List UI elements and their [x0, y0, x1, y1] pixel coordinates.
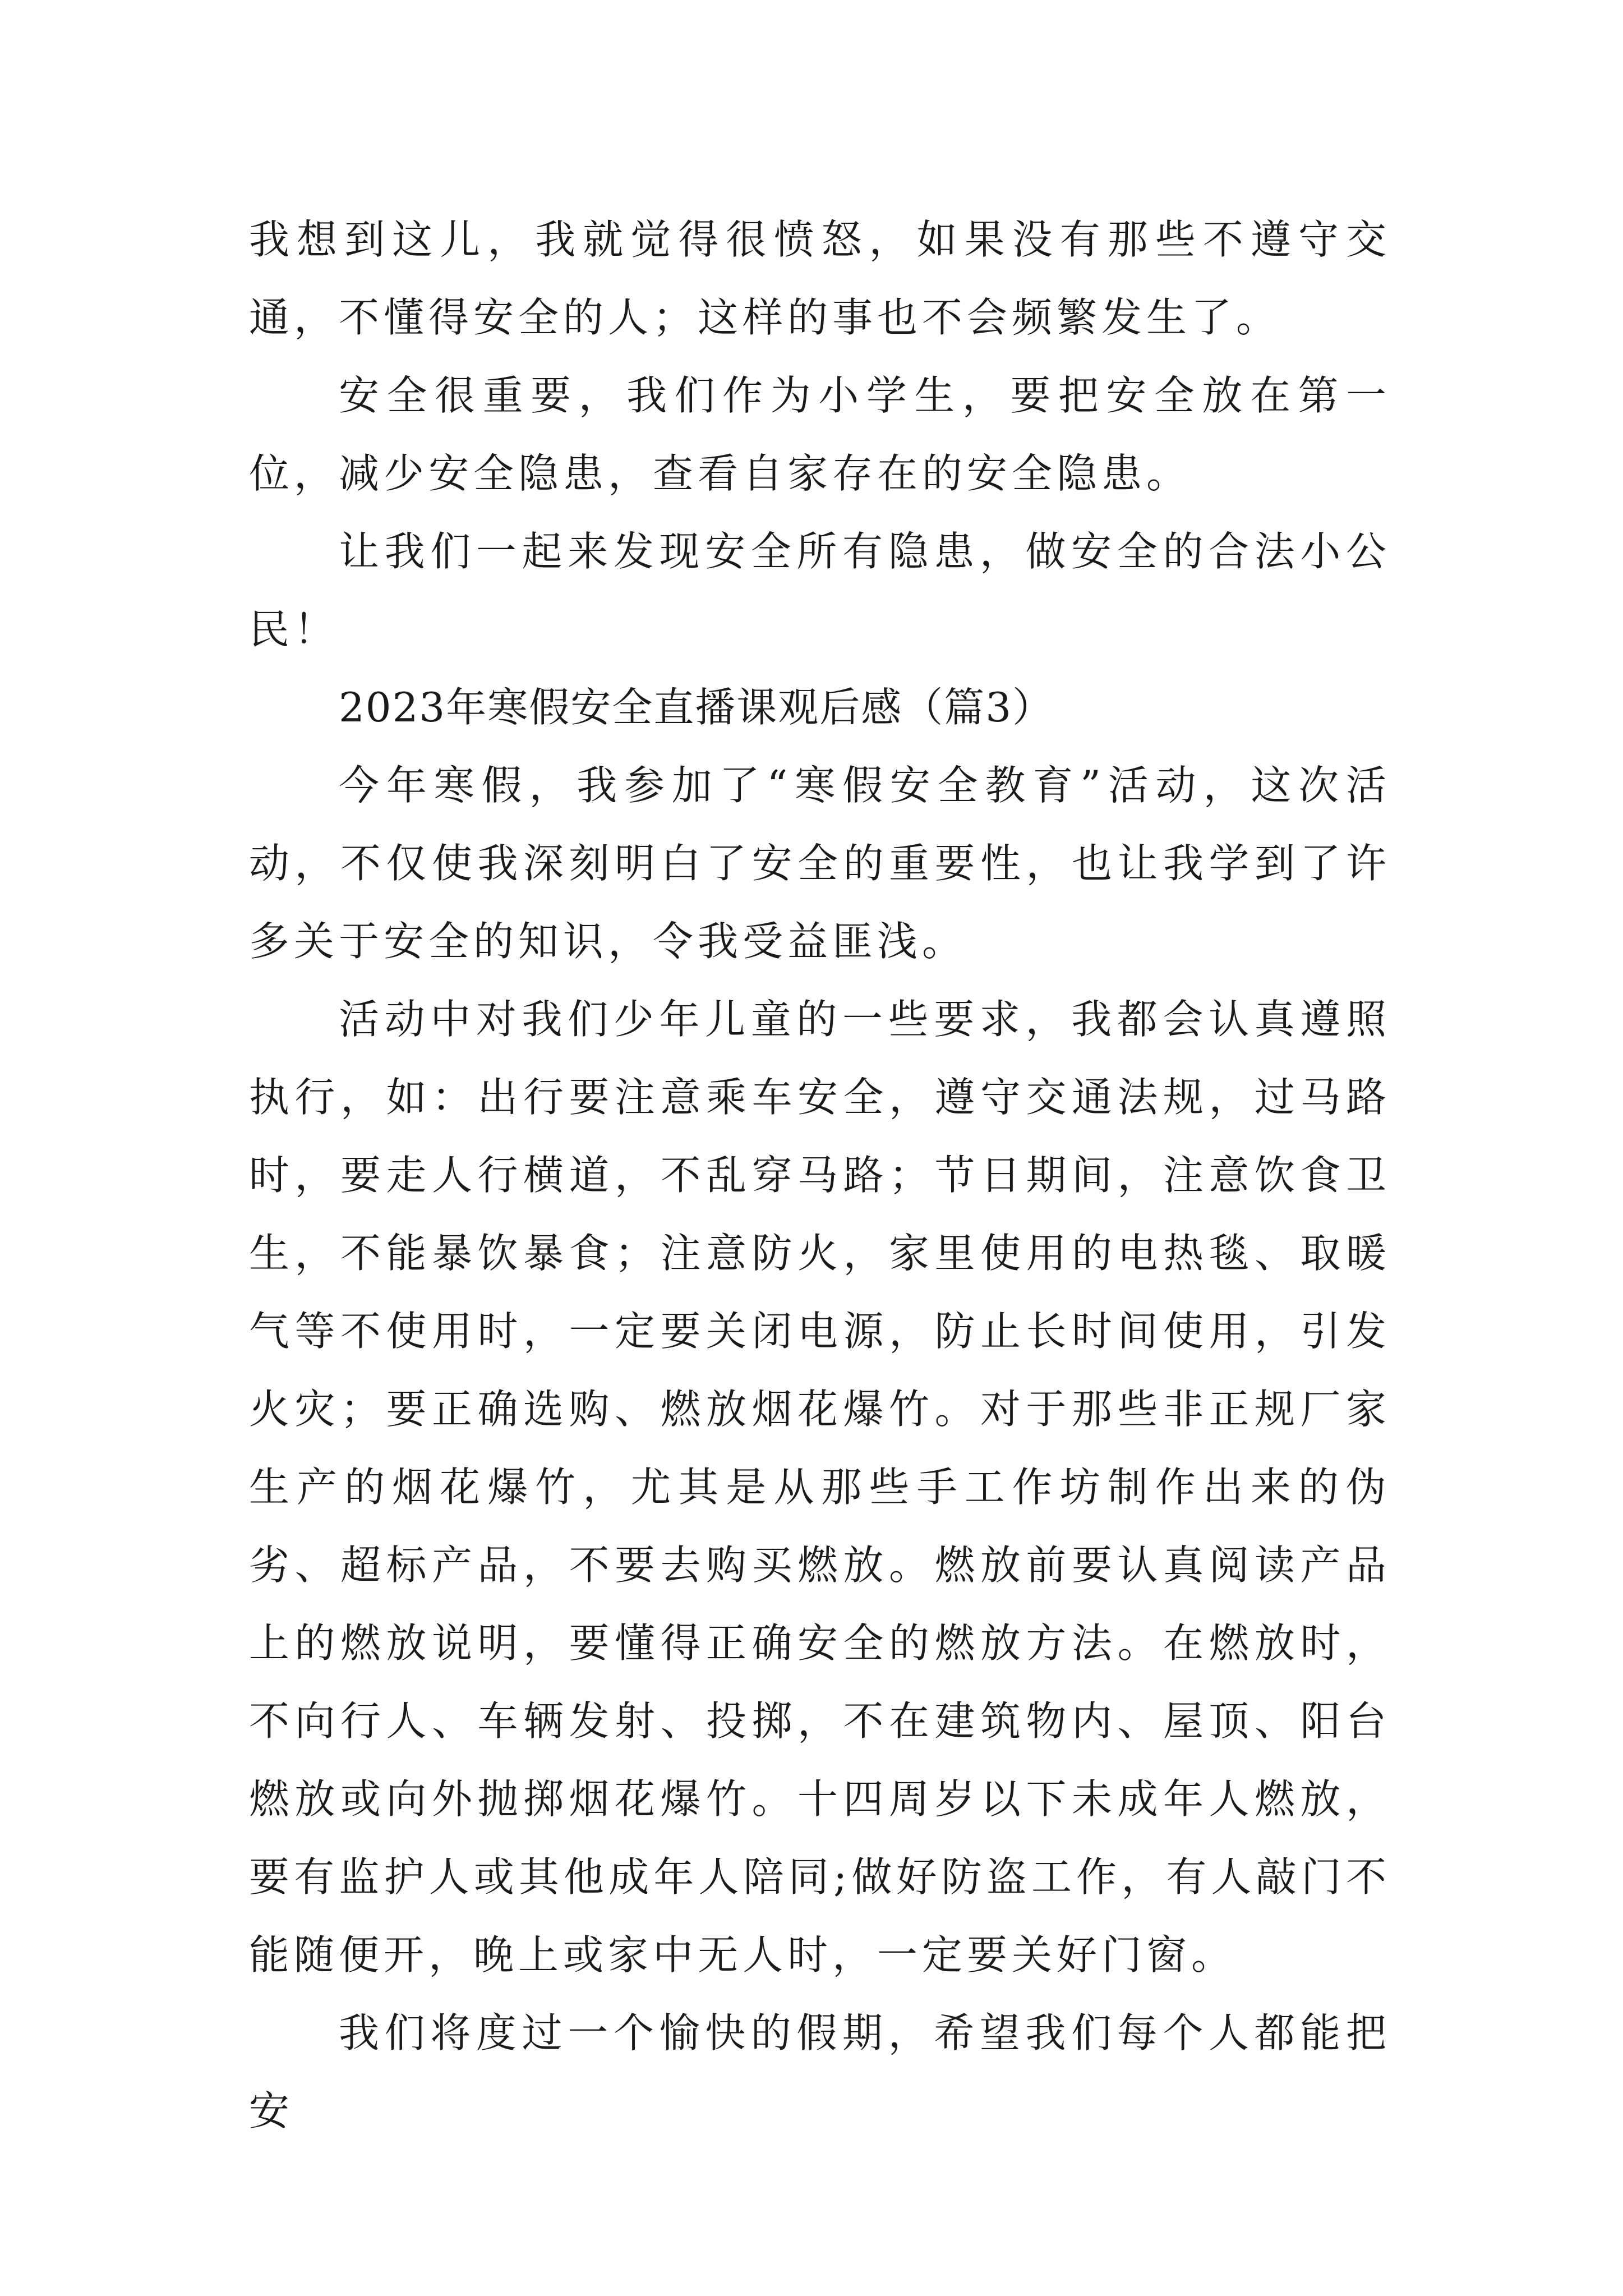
document-body	[249, 201, 1391, 2150]
paragraph-intro: 今年寒假，我参加了“寒假安全教育”活动，这次活动，不仅使我深刻明白了安全的重要性，也让我学到了许多关于安全的知识，令我受益匪浅。	[249, 762, 1391, 965]
paragraph-requirements: 活动中对我们少年儿童的一些要求，我都会认真遵照执行，如：出行要注意乘车安全，遵守交通法规，过马路时，要走人行横道，不乱穿马路；节日期间，注意饮食卫生，不能暴饮暴食；注意防火，家里使用的电热毯、取暖气等不使用时，一定要关闭电源，防止长时间使用，引发火灾；要正确选购、燃放烟花爆竹。对于那些非正规厂家生产的烟花爆竹，尤其是从那些手工作坊制作出来的伪劣、超标产品，不要去购买燃放。燃放前要认真阅读产品上的燃放说明，要懂得正确安全的燃放方法。在燃放时，不向行人、车辆发射、投掷，不在建筑物内、屋顶、阳台燃放或向外抛掷烟花爆竹。十四周岁以下未成年人燃放，要有监护人或其他成年人陪同;做好防盗工作，有人敲门不能随便开，晚上或家中无人时，一定要关好门窗。	[249, 996, 1391, 1978]
paragraph-closing: 我们将度过一个愉快的假期，希望我们每个人都能把安	[249, 2009, 1391, 2134]
paragraph-safety-important: 安全很重要，我们作为小学生，要把安全放在第一位，减少安全隐患，查看自家存在的安全隐患。	[249, 372, 1391, 497]
section-heading: 2023年寒假安全直播课观后感（篇3）	[339, 684, 1054, 731]
paragraph-continuation: 我想到这儿，我就觉得很愤怒，如果没有那些不遵守交通，不懂得安全的人；这样的事也不会频繁发生了。	[249, 216, 1391, 341]
paragraph-call-to-action: 让我们一起来发现安全所有隐患，做安全的合法小公民！	[249, 528, 1391, 653]
